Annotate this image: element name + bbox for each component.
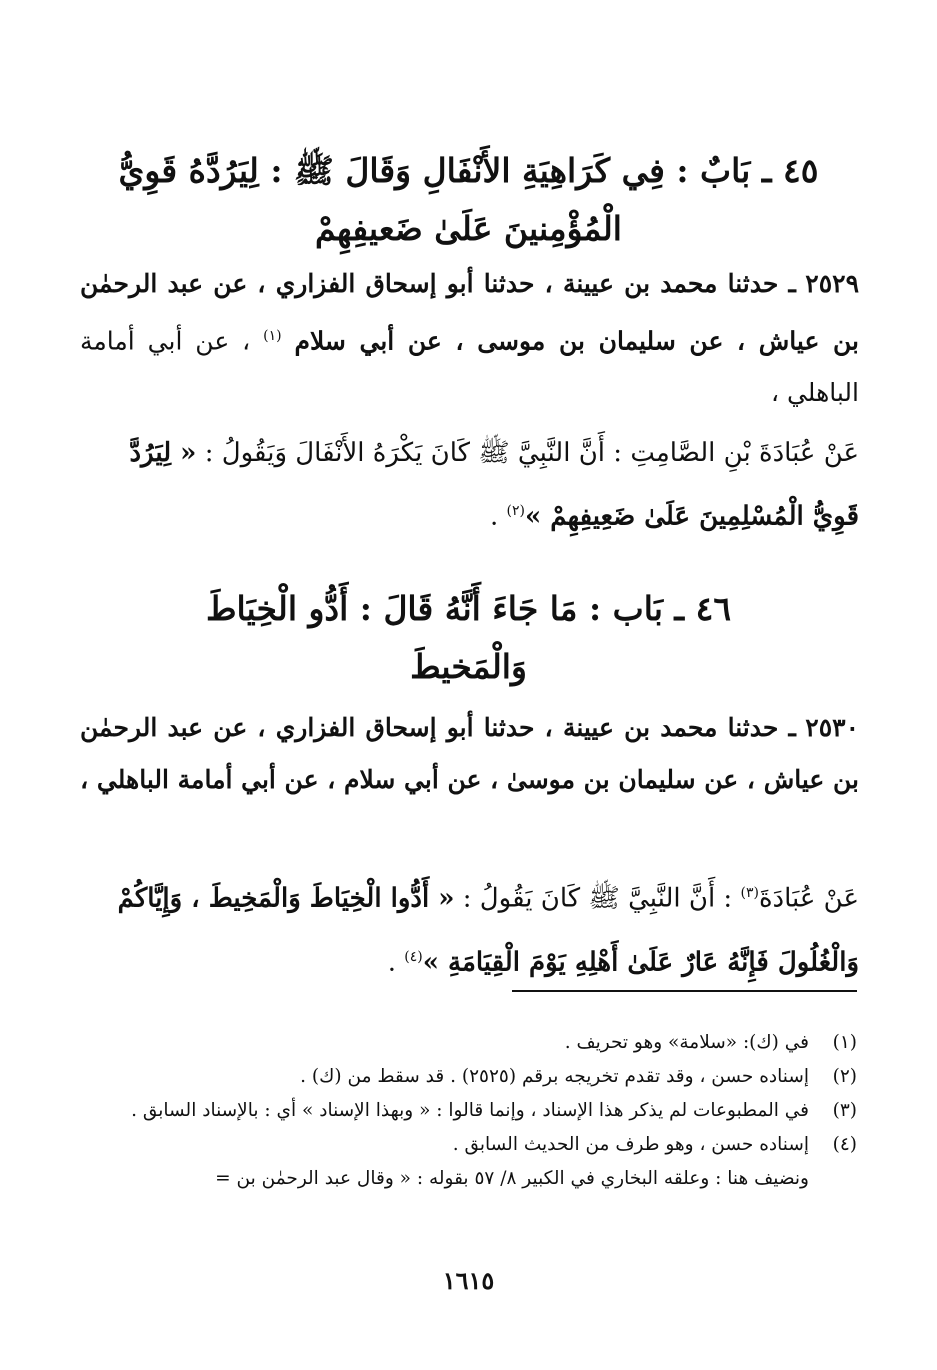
footnote-ref-2: (٢) xyxy=(506,503,525,519)
hadith-2530-isnad xyxy=(80,702,859,806)
hadith-number: ٢٥٣٠ xyxy=(805,713,859,742)
hadith-2529-matn-intro: عَنْ عُبَادَةَ بْنِ الصَّامِتِ : أَنَّ النَّبِيَّ ﷺ كَانَ يَكْرَهُ الأَنْفَالَ وَيَقُولُ : xyxy=(204,438,859,468)
chapter-45-title-line2: الْمُؤْمِنينَ عَلَىٰ ضَعيفِهِمْ xyxy=(315,209,622,248)
footnote-divider xyxy=(512,990,857,992)
footnote-number: (١) xyxy=(832,1032,857,1053)
footnote-item xyxy=(78,1026,857,1060)
hadith-number: ٢٥٢٩ xyxy=(805,269,859,298)
hadith-2530-matn xyxy=(80,864,859,991)
footnote-text: إسناده حسن ، وقد تقدم تخريجه برقم (٢٥٢٥) . قد سقط من (ك) . xyxy=(300,1066,809,1087)
footnote-text: إسناده حسن ، وهو طرف من الحديث السابق . xyxy=(452,1134,809,1155)
chapter-46-title-line1: ٤٦ ـ بَاب : مَا جَاءَ أَنَّهُ قَالَ : أَدُّو الْخِيَاطَ xyxy=(205,589,732,628)
hadith-2529-isnad xyxy=(80,258,859,419)
footnote-item xyxy=(78,1094,857,1128)
hadith-2529-isnad-text: ـ حدثنا محمد بن عيينة ، حدثنا أبو إسحاق الفزاري ، عن عبد الرحمٰن بن عياش ، عن سليمان بن موسى ، عن أبي سلام xyxy=(80,269,859,356)
footnote-number: (٢) xyxy=(832,1066,857,1087)
chapter-45-title-line1: ٤٥ ـ بَابٌ : فِي كَرَاهِيَةِ الأَنْفَالِ وَقَالَ ﷺ : لِيَرُدَّهُ قَوِيُّ xyxy=(118,151,819,190)
hadith-2529-isnad-end: ، عن أبي أمامة الباهلي ، xyxy=(80,326,859,408)
hadith-2529-end: . xyxy=(489,501,499,532)
hadith-2530-matn-intro: عَنْ عُبَادَةَ xyxy=(758,883,859,914)
hadith-2530-end: . xyxy=(387,947,396,978)
footnote-item xyxy=(78,1060,857,1094)
hadith-2530-isnad-text: ـ حدثنا محمد بن عيينة ، حدثنا أبو إسحاق الفزاري ، عن عبد الرحمٰن بن عياش ، عن سليمان بن موسىٰ ، عن أبي سلام ، عن أبي أمامة الباهلي ، xyxy=(80,713,859,794)
page-number: ١٦١٥ xyxy=(442,1266,495,1295)
footnote-item xyxy=(78,1128,857,1162)
chapter-45-title xyxy=(80,142,857,258)
chapter-46-title xyxy=(80,580,857,696)
footnote-ref-3: (٣) xyxy=(740,885,759,901)
hadith-2530-matn-mid: : أَنَّ النَّبِيَّ ﷺ كَانَ يَقُولُ : xyxy=(462,883,733,914)
footnote-number: (٣) xyxy=(832,1100,857,1121)
footnote-continuation: ونضيف هنا : وعلقه البخاري في الكبير ٨/ ٥٧ بقوله : « وقال عبد الرحمٰن بن = xyxy=(215,1168,809,1189)
chapter-46-title-line2: وَالْمَخيطَ xyxy=(410,647,527,686)
footnote-text: في المطبوعات لم يذكر هذا الإسناد ، وإنما قالوا : « وبهذا الإسناد » أي : بالإسناد السابق . xyxy=(131,1100,809,1121)
hadith-2530-quote: « أَدُّوا الْخِيَاطَ وَالْمَخِيطَ ، وَإِيَّاكُمْ وَالْغُلُولَ فَإِنَّهُ عَارٌ عَلَىٰ أَهْلِهِ يَوْمَ الْقِيَامَةِ » xyxy=(117,883,859,978)
footnote-number: (٤) xyxy=(832,1134,857,1155)
footnote-ref-1: (١) xyxy=(263,328,282,344)
hadith-2529-matn xyxy=(80,424,859,546)
footnote-text: في (ك): «سلامة» وهو تحريف . xyxy=(564,1032,809,1053)
footnotes-list xyxy=(78,1026,857,1196)
hadith-2529-quote: « لِيَرُدَّ قَوِيُّ الْمُسْلِمِينَ عَلَىٰ ضَعِيفِهِمْ » xyxy=(129,438,859,532)
footnote-ref-4: (٤) xyxy=(404,948,423,965)
